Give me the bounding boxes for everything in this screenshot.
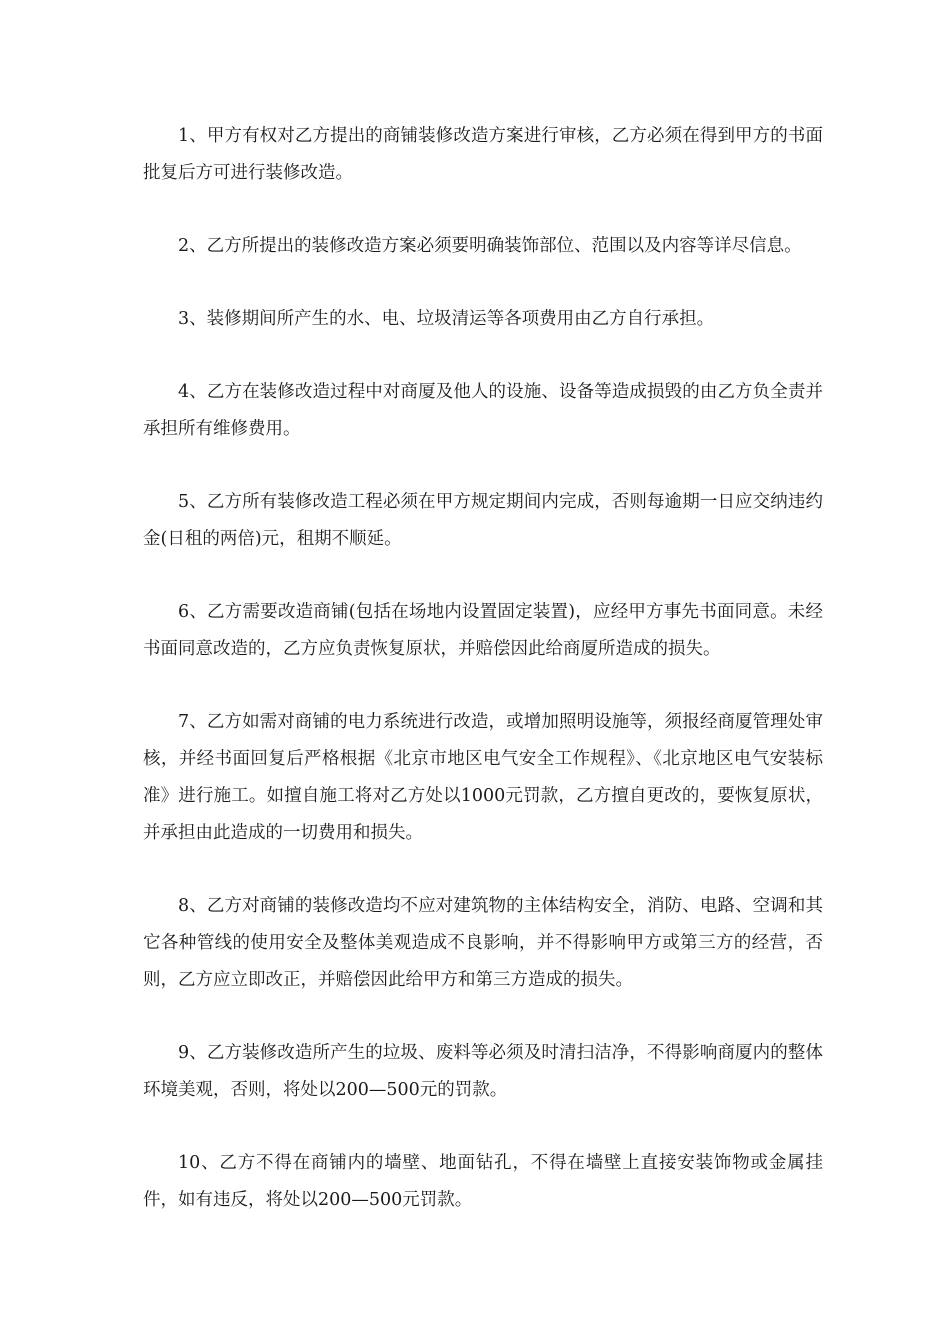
clause-1: 1、甲方有权对乙方提出的商铺装修改造方案进行审核，乙方必须在得到甲方的书面批复后方可进行装修改造。 bbox=[143, 126, 823, 183]
clause-7: 7、乙方如需对商铺的电力系统进行改造，或增加照明设施等，须报经商厦管理处审核，并经书面回复后严格根据《北京市地区电气安全工作规程》、《北京地区电气安装标准》进行施工。如擅自施工将对乙方处以1000元罚款，乙方擅自更改的，要恢复原状，并承担由此造成的一切费用和损失。 bbox=[143, 712, 823, 843]
clause-8: 8、乙方对商铺的装修改造均不应对建筑物的主体结构安全，消防、电路、空调和其它各种管线的使用安全及整体美观造成不良影响，并不得影响甲方或第三方的经营，否则，乙方应立即改正，并赔偿因此给甲方和第三方造成的损失。 bbox=[143, 896, 823, 990]
document-body bbox=[143, 118, 823, 1255]
clause-5: 5、乙方所有装修改造工程必须在甲方规定期间内完成，否则每逾期一日应交纳违约金(日租的两倍)元，租期不顺延。 bbox=[143, 492, 823, 549]
clause-2: 2、乙方所提出的装修改造方案必须要明确装饰部位、范围以及内容等详尽信息。 bbox=[178, 236, 802, 256]
clause-10: 10、乙方不得在商铺内的墙壁、地面钻孔，不得在墙壁上直接安装饰物或金属挂件，如有违反，将处以200—500元罚款。 bbox=[143, 1153, 823, 1210]
clause-9: 9、乙方装修改造所产生的垃圾、废料等必须及时清扫洁净，不得影响商厦内的整体环境美观，否则，将处以200—500元的罚款。 bbox=[143, 1043, 823, 1100]
clause-3: 3、装修期间所产生的水、电、垃圾清运等各项费用由乙方自行承担。 bbox=[178, 309, 715, 329]
clause-4: 4、乙方在装修改造过程中对商厦及他人的设施、设备等造成损毁的由乙方负全责并承担所有维修费用。 bbox=[143, 382, 823, 439]
clause-6: 6、乙方需要改造商铺(包括在场地内设置固定装置)，应经甲方事先书面同意。未经书面同意改造的，乙方应负责恢复原状，并赔偿因此给商厦所造成的损失。 bbox=[143, 602, 823, 659]
